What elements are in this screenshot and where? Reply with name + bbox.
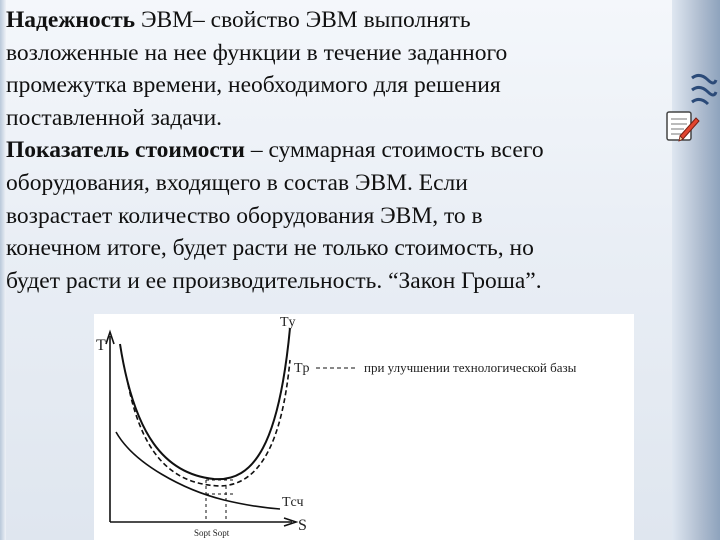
slide-text [6, 4, 666, 297]
time-cost-graph [94, 314, 634, 540]
text-line: будет расти и ее производительность. “Закон Гроша”. [6, 267, 542, 294]
right-edge-decoration [672, 0, 720, 540]
curve-tsch [116, 432, 280, 509]
curve-ty [120, 328, 290, 479]
curve-ty-label: Tу [280, 315, 296, 330]
notepad-pencil-icon [662, 106, 702, 146]
text-line: промежутка времени, необходимого для решения [6, 72, 501, 99]
curve-tp [128, 360, 290, 486]
paragraph-cost [6, 134, 666, 297]
curve-tp-label: Tр [294, 361, 310, 376]
graph-figure [94, 314, 634, 540]
term-reliability: Надежность [6, 7, 136, 33]
text-line: возрастает количество оборудования ЭВМ, то в [6, 202, 483, 229]
text-line: ЭВМ– свойство ЭВМ выполнять [135, 7, 471, 33]
text-line: конечном итоге, будет расти не только стоимость, но [6, 235, 534, 262]
y-axis-label: T [96, 337, 106, 354]
text-line: поставленной задачи. [6, 104, 223, 131]
paragraph-reliability [6, 4, 666, 134]
text-line: оборудования, входящего в состав ЭВМ. Если [6, 169, 468, 196]
text-line: возложенные на нее функции в течение заданного [6, 39, 508, 66]
term-cost: Показатель стоимости [6, 137, 245, 164]
legend-text: при улучшении технологической базы [364, 360, 577, 375]
wave-decoration-icon [688, 70, 718, 110]
text-line: – суммарная стоимость всего [244, 137, 544, 164]
x-tick-labels: Sopt Sopt [194, 528, 230, 538]
curve-tsch-label: Tсч [282, 495, 304, 510]
x-axis-label: S [298, 517, 307, 534]
